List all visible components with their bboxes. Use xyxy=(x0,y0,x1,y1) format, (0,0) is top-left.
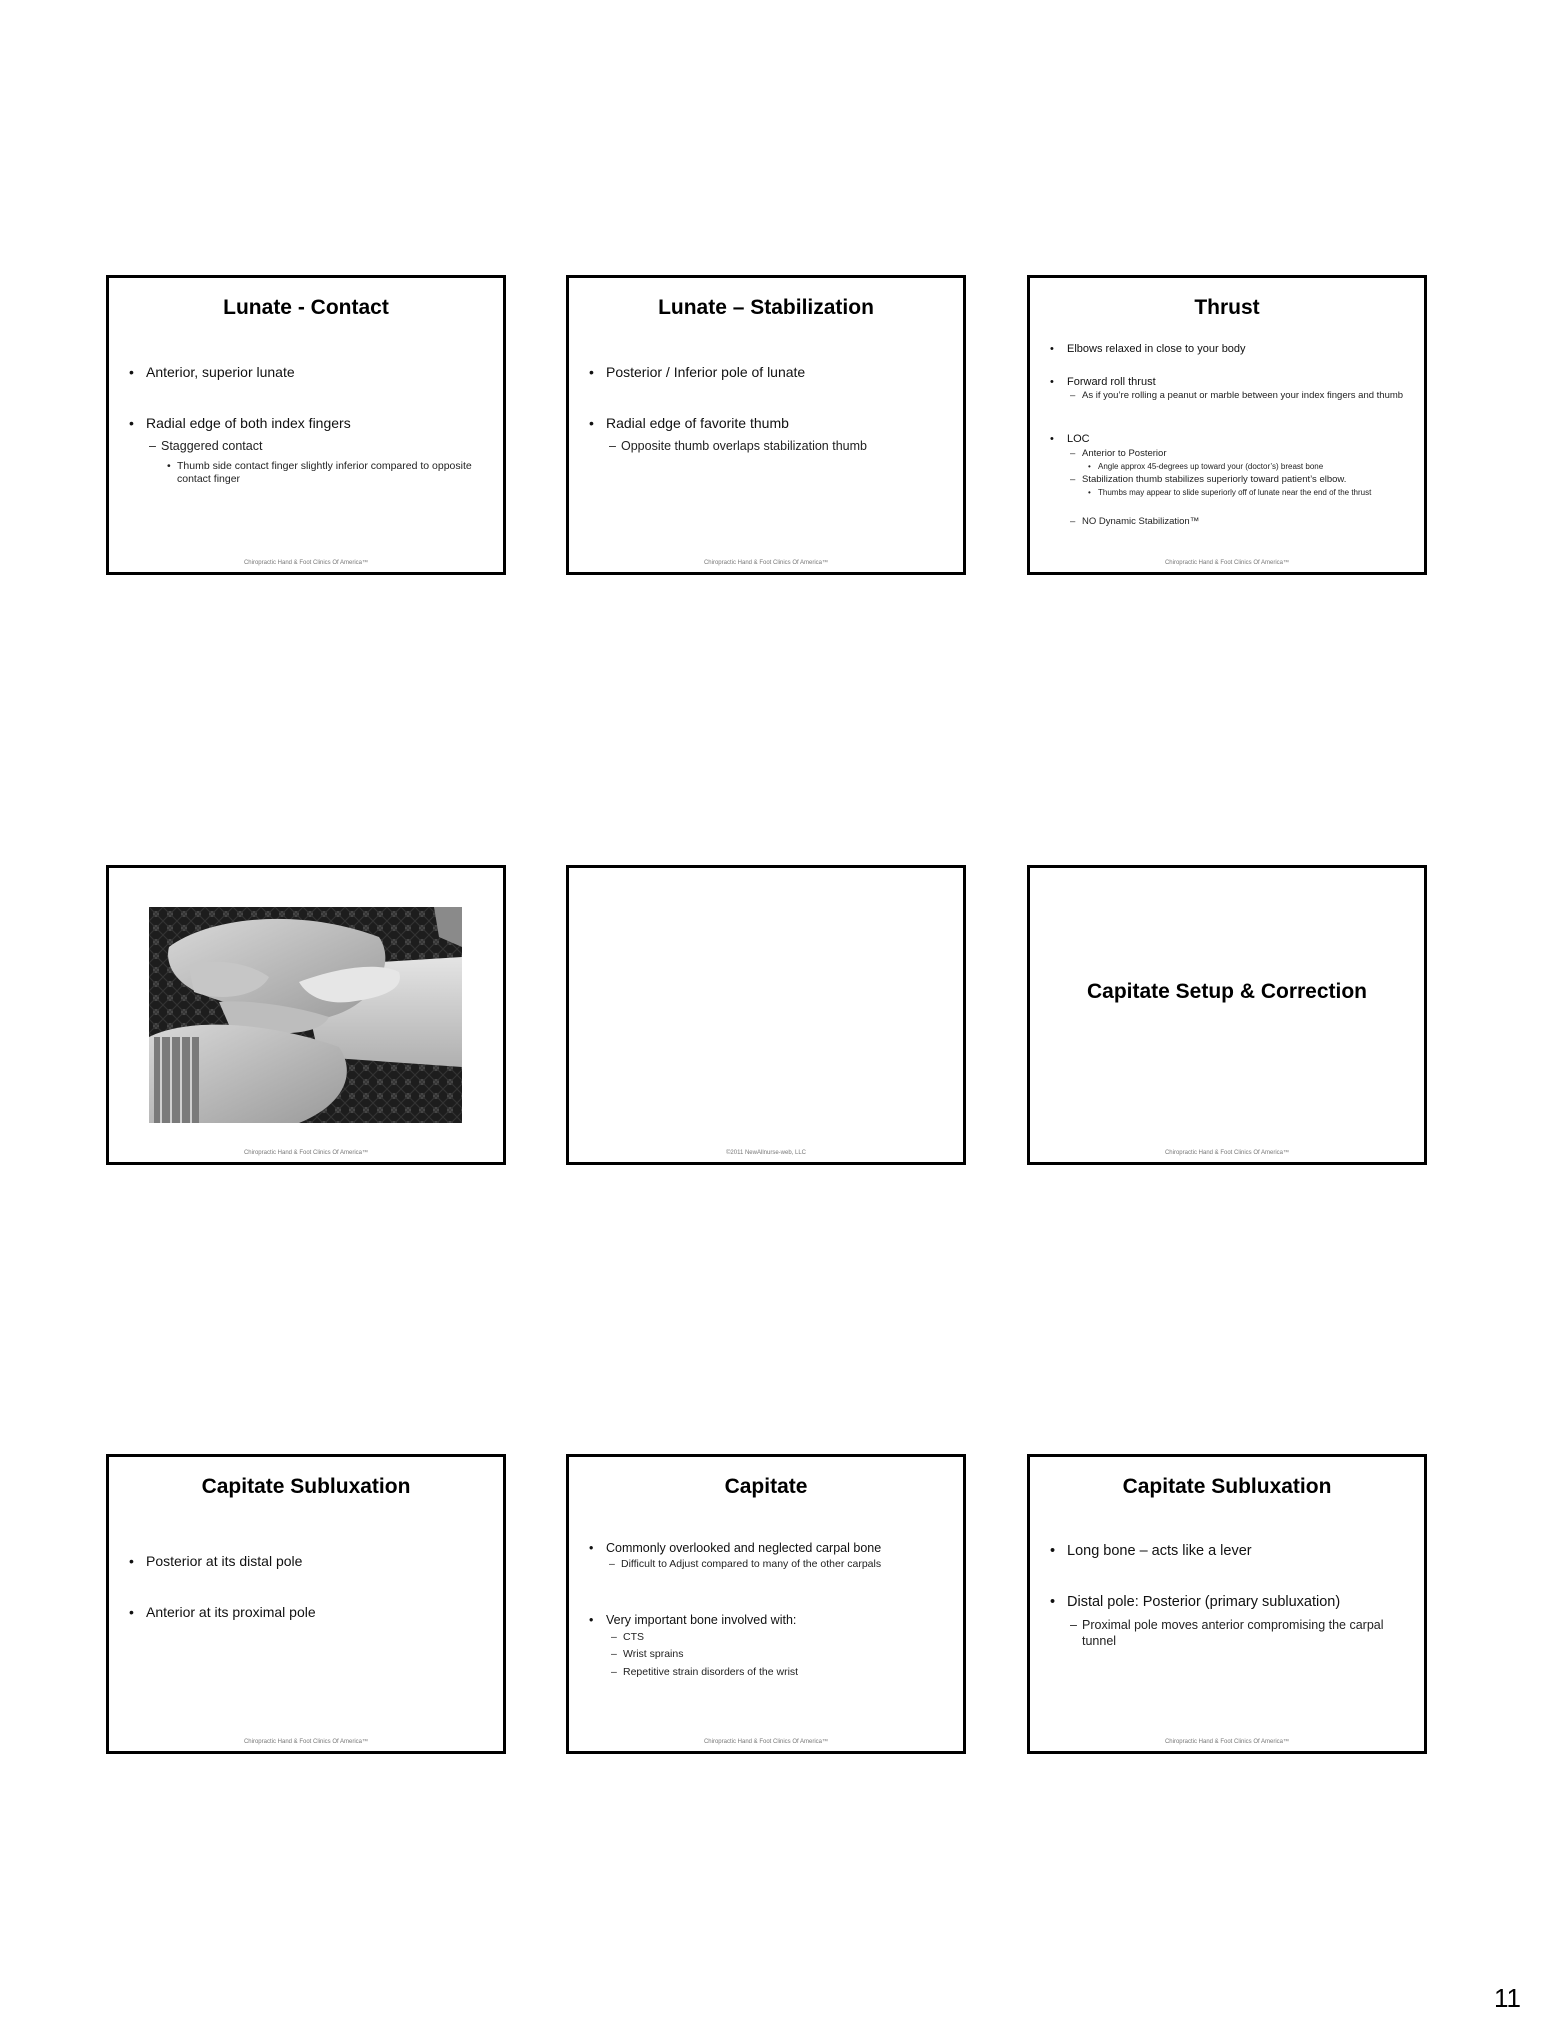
bullet: • Anterior at its proximal pole xyxy=(129,1604,489,1620)
slide-title: Capitate Subluxation xyxy=(201,1475,411,1498)
slide-title: Capitate Setup & Correction xyxy=(1086,980,1368,1003)
bullet: • Posterior / Inferior pole of lunate xyxy=(589,364,949,380)
slide-capitate-setup xyxy=(1027,865,1427,1165)
slide-thrust xyxy=(1027,275,1427,575)
slide-lunate-contact xyxy=(106,275,506,575)
bullet: • Forward roll thrust xyxy=(1050,376,1410,388)
hands-on-wrist-photo xyxy=(149,907,462,1123)
slide-footer: Chiropractic Hand & Foot Clinics Of America™ xyxy=(243,1739,369,1745)
slide-footer: ©2011 NewAllnurse-web, LLC xyxy=(725,1150,806,1156)
slide-title: Capitate xyxy=(724,1475,808,1498)
slide-title: Thrust xyxy=(1194,296,1260,319)
slide-title: Lunate – Stabilization xyxy=(658,296,874,319)
sub-bullet: – Proximal pole moves anterior compromising the carpal tunnel xyxy=(1070,1618,1384,1648)
sub-bullet: – Wrist sprains xyxy=(611,1648,684,1660)
sub-sub-bullet: • Angle approx 45-degrees up toward your (doctor’s) breast bone xyxy=(1088,462,1404,471)
bullet: • Radial edge of both index fingers xyxy=(129,415,489,431)
sub-bullet: – Repetitive strain disorders of the wrist xyxy=(611,1666,799,1678)
sub-sub-bullet: • Thumb side contact finger slightly inferior compared to opposite contact finger xyxy=(167,460,483,485)
sub-bullet: – Opposite thumb overlaps stabilization thumb xyxy=(609,439,867,453)
sub-bullet: – NO Dynamic Stabilization™ xyxy=(1070,516,1200,527)
bullet: • Anterior, superior lunate xyxy=(129,364,489,380)
bullet: • Radial edge of favorite thumb xyxy=(589,415,949,431)
sub-bullet: – Stabilization thumb stabilizes superiorly toward patient’s elbow. xyxy=(1070,474,1347,485)
sub-bullet: – Difficult to Adjust compared to many of the other carpals xyxy=(609,1558,882,1570)
slide-title: Capitate Subluxation xyxy=(1122,1475,1332,1498)
bullet: • Long bone – acts like a lever xyxy=(1050,1543,1410,1559)
slide-footer: Chiropractic Hand & Foot Clinics Of America™ xyxy=(1164,1739,1290,1745)
slide-footer: Chiropractic Hand & Foot Clinics Of America™ xyxy=(243,560,369,566)
sub-bullet: – Staggered contact xyxy=(149,439,263,453)
bullet: • Very important bone involved with: xyxy=(589,1613,949,1627)
sub-bullet: – CTS xyxy=(611,1631,644,1643)
slide-footer: Chiropractic Hand & Foot Clinics Of America™ xyxy=(703,1739,829,1745)
slide-footer: Chiropractic Hand & Foot Clinics Of America™ xyxy=(243,1150,369,1156)
sub-sub-bullet: • Thumbs may appear to slide superiorly off of lunate near the end of the thrust xyxy=(1088,488,1404,497)
bullet: • Distal pole: Posterior (primary subluxation) xyxy=(1050,1594,1410,1610)
sub-bullet: – Anterior to Posterior xyxy=(1070,448,1167,459)
slide-footer: Chiropractic Hand & Foot Clinics Of America™ xyxy=(1164,1150,1290,1156)
slide-capitate xyxy=(566,1454,966,1754)
slide-title: Lunate - Contact xyxy=(223,296,389,319)
slide-blank xyxy=(566,865,966,1165)
bullet: • Posterior at its distal pole xyxy=(129,1553,489,1569)
slide-footer: Chiropractic Hand & Foot Clinics Of America™ xyxy=(1164,560,1290,566)
bullet: • LOC xyxy=(1050,433,1410,445)
bullet: • Commonly overlooked and neglected carpal bone xyxy=(589,1541,949,1555)
page-number: 11 xyxy=(1494,1983,1521,2013)
slide-capitate-subluxation-1 xyxy=(106,1454,506,1754)
slide-capitate-subluxation-2 xyxy=(1027,1454,1427,1754)
bullet: • Elbows relaxed in close to your body xyxy=(1050,343,1410,355)
slide-footer: Chiropractic Hand & Foot Clinics Of America™ xyxy=(703,560,829,566)
sub-bullet: – As if you’re rolling a peanut or marble between your index fingers and thumb xyxy=(1070,390,1404,401)
slide-photo xyxy=(106,865,506,1165)
slide-lunate-stabilization xyxy=(566,275,966,575)
